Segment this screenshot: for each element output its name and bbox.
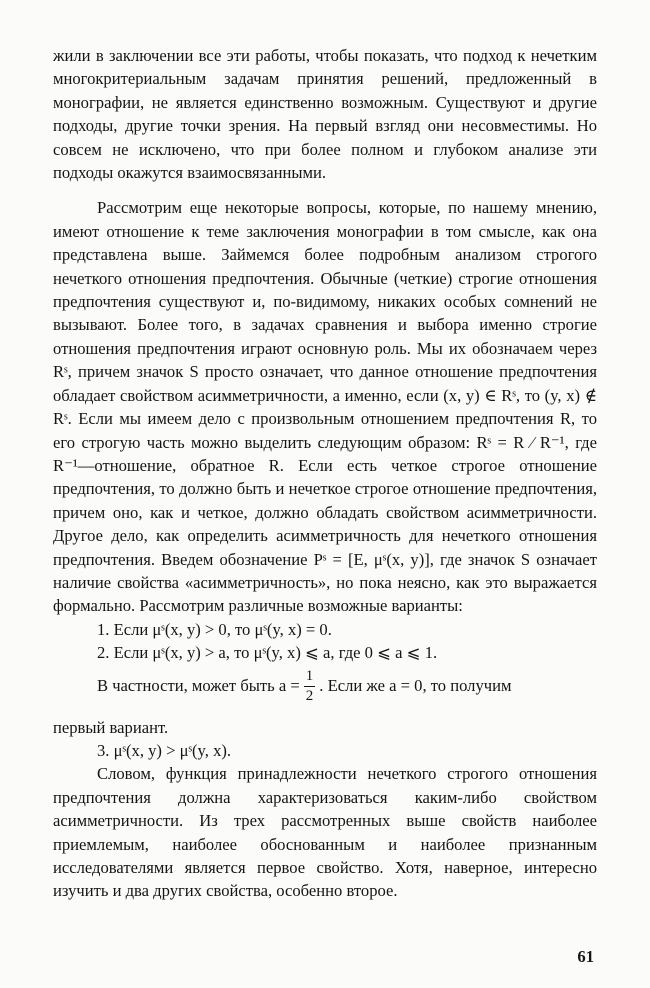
page-number: 61 bbox=[577, 947, 594, 966]
formula-continuation: первый вариант. bbox=[53, 717, 169, 737]
variant-3: 3. μˢ(x, y) > μˢ(y, x). bbox=[97, 740, 232, 760]
variant-2: 2. Если μˢ(x, y) > a, то μˢ(y, x) ⩽ a, где 0 ⩽ a ⩽ 1. bbox=[97, 643, 438, 663]
fraction bbox=[304, 669, 316, 704]
page-text bbox=[53, 44, 597, 903]
variant-1: 1. Если μˢ(x, y) > 0, то μˢ(y, x) = 0. bbox=[97, 619, 332, 639]
formula-text-before: В частности, может быть a = bbox=[97, 676, 300, 696]
fraction-numerator: 1 bbox=[304, 669, 316, 687]
fraction-denominator: 2 bbox=[305, 687, 314, 704]
formula-line bbox=[53, 669, 597, 704]
paragraph-2: Рассмотрим еще некоторые вопросы, которые, по нашему мнению, имеют отношение к теме заключения монографии в том смысле, как она представлена выше. Займемся более подробным анализом строгого нечеткого отношения предпочтения. Обычные (четкие) строгие отношения предпочтения существуют и, по-видимому, никаких особых сомнений не вызывают. Более того, в задачах сравнения и выбора именно строгие отношения предпочтения играют основную роль. Мы их обозначаем через Rˢ, причем значок S просто означает, что данное отношение предпочтения обладает свойством асимметричности, а именно, если (x, y) ∈ Rˢ, то (y, x) ∉ Rˢ. Если мы имеем дело с произвольным отношением предпочтения R, то его строгую часть можно выделить следующим образом: Rˢ = R ∕ R⁻¹, где R⁻¹—отношение, обратное R. Если есть четкое строгое отношение предпочтения, то должно быть и нечеткое строгое отношение предпочтения, причем оно, как и четкое, должно обладать свойством асимметричности. Другое дело, как определить асимметричность для нечеткого отношения предпочтения. Введем обозначение Pˢ = [E, μˢ(x, y)], где значок S означает наличие свойства «асимметричность», но пока неясно, как это выражается формально. Рассмотрим различные возможные варианты: bbox=[53, 198, 597, 616]
paragraph-1: жили в заключении все эти работы, чтобы показать, что подход к нечетким многокритериальным задачам принятия решений, предложенный в монографии, не является единственно возможным. Существуют и другие подходы, другие точки зрения. На первый взгляд они несовместимы. Но совсем не исключено, что при более полном и глубоком анализе эти подходы окажутся взаимосвязанными. bbox=[53, 46, 597, 183]
paragraph-3: Словом, функция принадлежности нечеткого строгого отношения предпочтения должна характеризоваться каким-либо свойством асимметричности. Из трех рассмотренных выше свойств наиболее приемлемым, наиболее обоснованным и наиболее признанным исследователями является первое свойство. Хотя, наверное, интересно изучить и два других свойства, особенно второе. bbox=[53, 764, 597, 901]
formula-text-after: . Если же a = 0, то получим bbox=[319, 676, 512, 696]
